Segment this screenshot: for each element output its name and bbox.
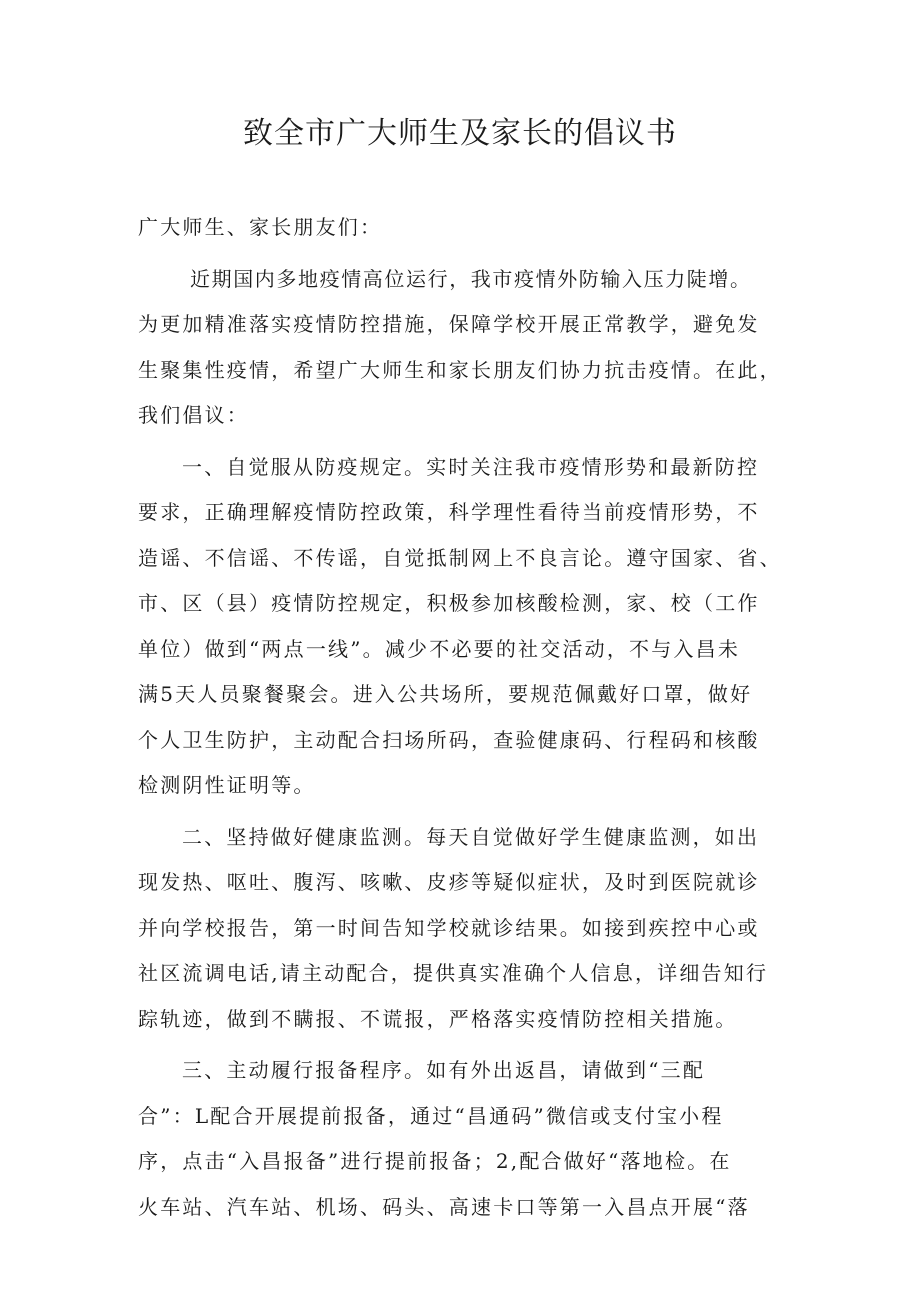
paragraph-line: 社区流调电话,请主动配合，提供真实准确个人信息，详细告知行 [138,961,769,985]
paragraph-line: 造谣、不信谣、不传谣，自觉抵制网上不良言论。遵守国家、省、 [138,545,782,570]
paragraph-line: 为更加精准落实疫情防控措施，保障学校开展正常教学，避免发 [138,312,760,336]
paragraph-line: 我们倡议： [138,403,249,427]
paragraph-line: 火车站、汽车站、机场、码头、高速卡口等第一入昌点开展“落 [138,1194,750,1219]
paragraph-line: 市、区（县）疫情防控规定，积极参加核酸检测，家、校（工作 [138,591,760,615]
paragraph-line: 踪轨迹，做到不瞒报、不谎报，严格落实疫情防控相关措施。 [138,1006,738,1031]
paragraph-line: 合”：L配合开展提前报备，通过“昌通码”微信或支付宝小程 [138,1103,724,1128]
paragraph-line: 生聚集性疫情，希望广大师生和家长朋友们协力抗击疫情。在此， [138,357,782,382]
paragraph-line: 个人卫生防护，主动配合扫场所码，查验健康码、行程码和核酸 [138,727,760,752]
paragraph-line: 序，点击“入昌报备”进行提前报备；2,配合做好“落地检。在 [138,1149,732,1173]
document-title: 致全市广大师生及家长的倡议书 [243,116,677,151]
paragraph-line: 单位）做到“两点一线”。减少不必要的社交活动，不与入昌未 [138,636,741,661]
paragraph-line: 检测阴性证明等。 [138,773,316,797]
paragraph-line: 现发热、呕吐、腹泻、咳嗽、皮疹等疑似症状，及时到医院就诊 [138,870,760,894]
paragraph-line: 二、坚持做好健康监测。每天自觉做好学生健康监测，如出 [182,824,760,849]
paragraph-line: 要求，正确理解疫情防控政策，科学理性看待当前疫情形势，不 [138,500,760,524]
salutation: 广大师生、家长朋友们： [138,215,383,239]
paragraph-line: 满5天人员聚餐聚会。进入公共场所，要规范佩戴好口罩，做好 [138,682,753,706]
paragraph-line: 并向学校报告，第一时间告知学校就诊结果。如接到疾控中心或 [138,915,760,940]
document-body [138,205,800,1230]
paragraph-line: 近期国内多地疫情高位运行，我市疫情外防输入压力陡增。 [190,266,752,291]
paragraph-line: 一、自觉服从防疫规定。实时关注我市疫情形势和最新防控 [182,454,760,479]
paragraph-line: 三、主动履行报备程序。如有外出返昌，请做到“三配 [182,1058,706,1082]
